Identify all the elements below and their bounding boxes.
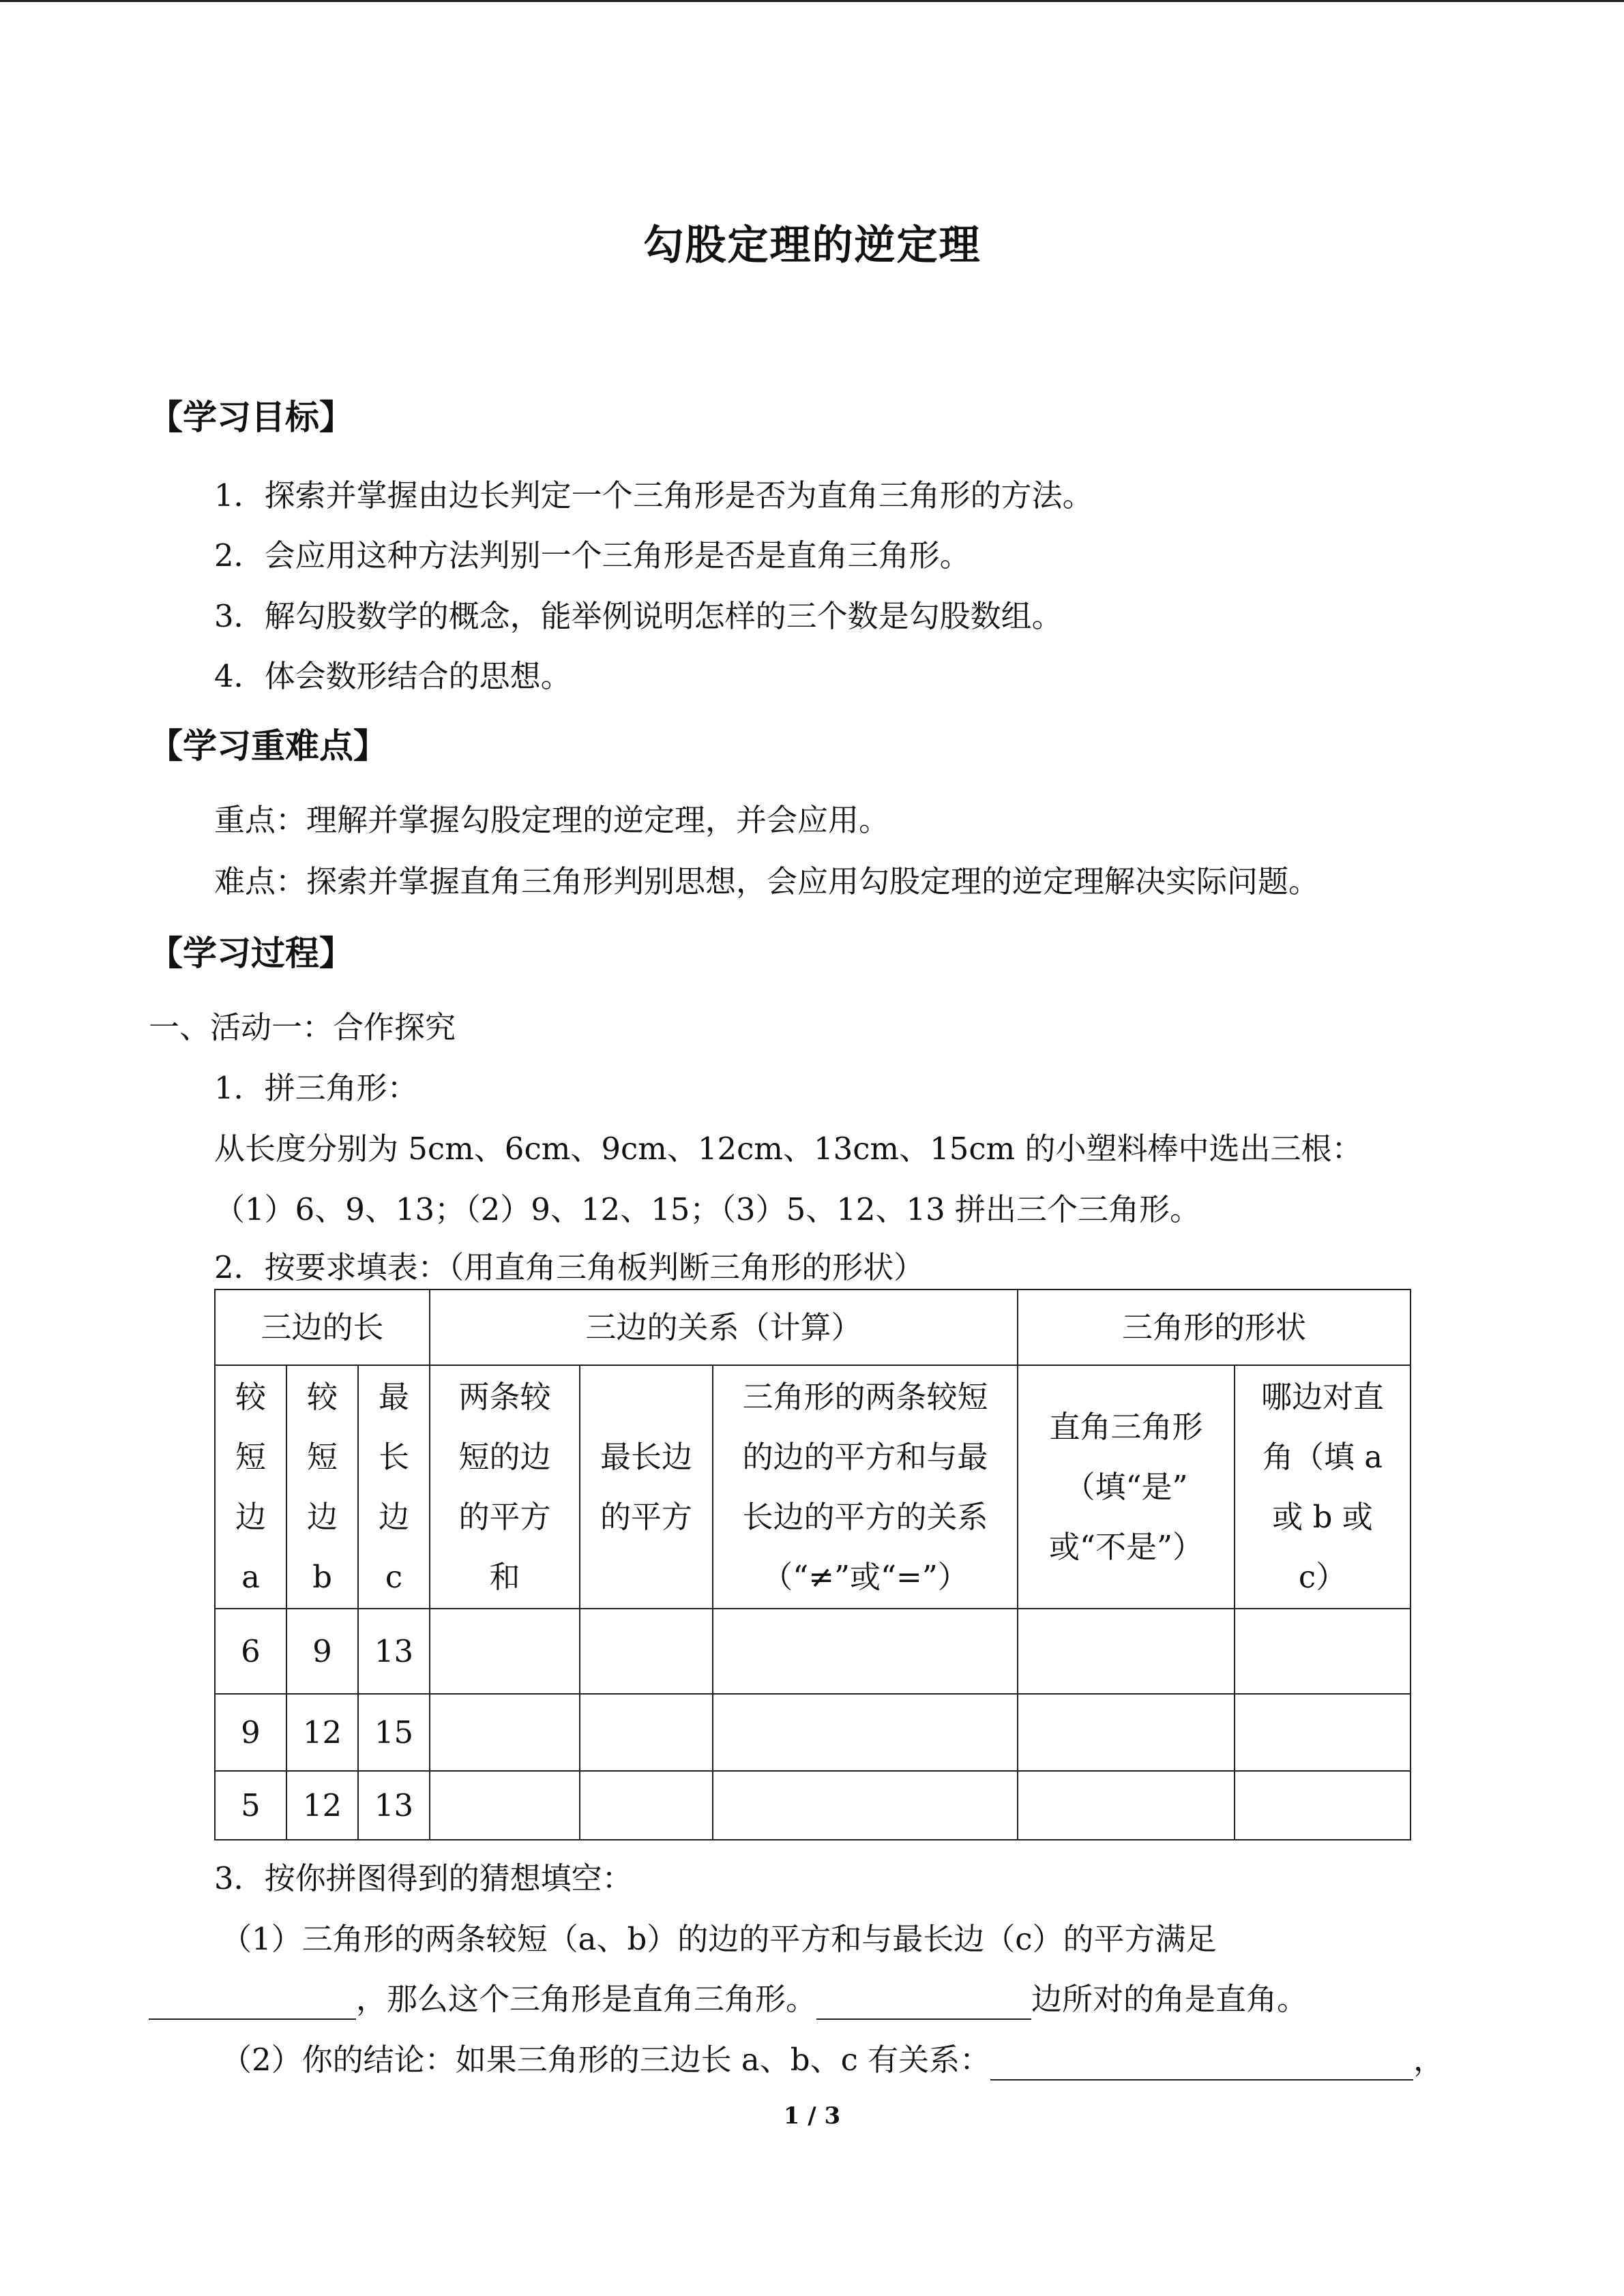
- table-row: [215, 1771, 1411, 1840]
- step1-title: 1．拼三角形：: [214, 1070, 418, 1106]
- blank-cell[interactable]: [580, 1694, 713, 1771]
- cell-a: 5: [215, 1771, 286, 1840]
- cell-c: 15: [358, 1694, 430, 1771]
- blank-cell[interactable]: [430, 1771, 580, 1840]
- goal-item: 3．解勾股数学的概念，能举例说明怎样的三个数是勾股数组。: [214, 598, 1063, 634]
- step3-title: 3．按你拼图得到的猜想填空：: [214, 1860, 633, 1896]
- step3-q1-mid-text: ，那么这个三角形是直角三角形。: [356, 1981, 817, 2017]
- blank-cell[interactable]: [1018, 1609, 1235, 1694]
- cell-a: 9: [215, 1694, 286, 1771]
- blank-cell[interactable]: [713, 1609, 1018, 1694]
- subheader-longest-side-c: 最 长 边 c: [358, 1365, 430, 1609]
- fill-in-table: [214, 1289, 1411, 1840]
- table-row: [215, 1694, 1411, 1771]
- goal-item: 1．探索并掌握由边长判定一个三角形是否为直角三角形的方法。: [214, 477, 1093, 513]
- cell-b: 9: [286, 1609, 358, 1694]
- process-heading: 【学习过程】: [149, 933, 353, 973]
- page-title: 勾股定理的逆定理: [643, 222, 981, 269]
- subheader-longest-square: 最长边 的平方: [580, 1365, 713, 1609]
- step1-line2: （1）6、9、13；（2）9、12、15；（3）5、12、13 拼出三个三角形。: [214, 1191, 1201, 1227]
- blank-cell[interactable]: [580, 1771, 713, 1840]
- header-side-relation: 三边的关系（计算）: [430, 1289, 1018, 1365]
- goals-heading: 【学习目标】: [149, 397, 353, 437]
- blank-cell[interactable]: [1235, 1609, 1411, 1694]
- goal-item: 2．会应用这种方法判别一个三角形是否是直角三角形。: [214, 537, 971, 573]
- header-triangle-shape: 三角形的形状: [1018, 1289, 1411, 1365]
- answer-blank[interactable]: [816, 1983, 1031, 2020]
- cell-b: 12: [286, 1771, 358, 1840]
- key-point: 重点：理解并掌握勾股定理的逆定理，并会应用。: [214, 802, 890, 838]
- step2-title: 2．按要求填表：（用直角三角板判断三角形的形状）: [214, 1249, 925, 1285]
- subheader-short-side-a: 较 短 边 a: [215, 1365, 286, 1609]
- answer-blank[interactable]: [990, 2044, 1413, 2081]
- subheader-short-side-b: 较 短 边 b: [286, 1365, 358, 1609]
- header-side-lengths: 三边的长: [215, 1289, 430, 1365]
- blank-cell[interactable]: [1018, 1771, 1235, 1840]
- step3-q1-end-text: 边所对的角是直角。: [1031, 1981, 1308, 2017]
- key-points-heading: 【学习重难点】: [149, 726, 387, 766]
- blank-cell[interactable]: [1235, 1771, 1411, 1840]
- step3-q1-line2: [149, 1979, 1308, 2020]
- blank-cell[interactable]: [1235, 1694, 1411, 1771]
- page-number: 1 / 3: [783, 2102, 841, 2130]
- subheader-relation: 三角形的两条较短 的边的平方和与最 长边的平方的关系 （“≠”或“=”）: [713, 1365, 1018, 1609]
- blank-cell[interactable]: [1018, 1694, 1235, 1771]
- difficulty-point: 难点：探索并掌握直角三角形判别思想，会应用勾股定理的逆定理解决实际问题。: [214, 863, 1320, 899]
- blank-cell[interactable]: [430, 1694, 580, 1771]
- top-border: [0, 0, 1624, 2]
- activity-title: 一、活动一：合作探究: [149, 1009, 456, 1045]
- step3-q2-text: （2）你的结论：如果三角形的三边长 a、b、c 有关系：: [221, 2042, 991, 2078]
- table-row: [215, 1609, 1411, 1694]
- cell-b: 12: [286, 1694, 358, 1771]
- blank-cell[interactable]: [713, 1771, 1018, 1840]
- step3-q2-end: ，: [1413, 2042, 1445, 2078]
- cell-c: 13: [358, 1771, 430, 1840]
- step1-line1: 从长度分别为 5cm、6cm、9cm、12cm、13cm、15cm 的小塑料棒中选出三根：: [214, 1131, 1363, 1167]
- blank-cell[interactable]: [713, 1694, 1018, 1771]
- subheader-is-right-triangle: 直角三角形 （填“是” 或“不是”）: [1018, 1365, 1235, 1609]
- subheader-which-side: 哪边对直 角（填 a 或 b 或 c）: [1235, 1365, 1411, 1609]
- blank-cell[interactable]: [580, 1609, 713, 1694]
- goal-item: 4．体会数形结合的思想。: [214, 658, 572, 694]
- subheader-sum-of-squares: 两条较 短的边 的平方 和: [430, 1365, 580, 1609]
- cell-a: 6: [215, 1609, 286, 1694]
- blank-cell[interactable]: [430, 1609, 580, 1694]
- step3-q1-line1: （1）三角形的两条较短（a、b）的边的平方和与最长边（c）的平方满足: [221, 1921, 1217, 1957]
- answer-blank[interactable]: [149, 1983, 356, 2020]
- cell-c: 13: [358, 1609, 430, 1694]
- step3-q2-line: [221, 2040, 1444, 2081]
